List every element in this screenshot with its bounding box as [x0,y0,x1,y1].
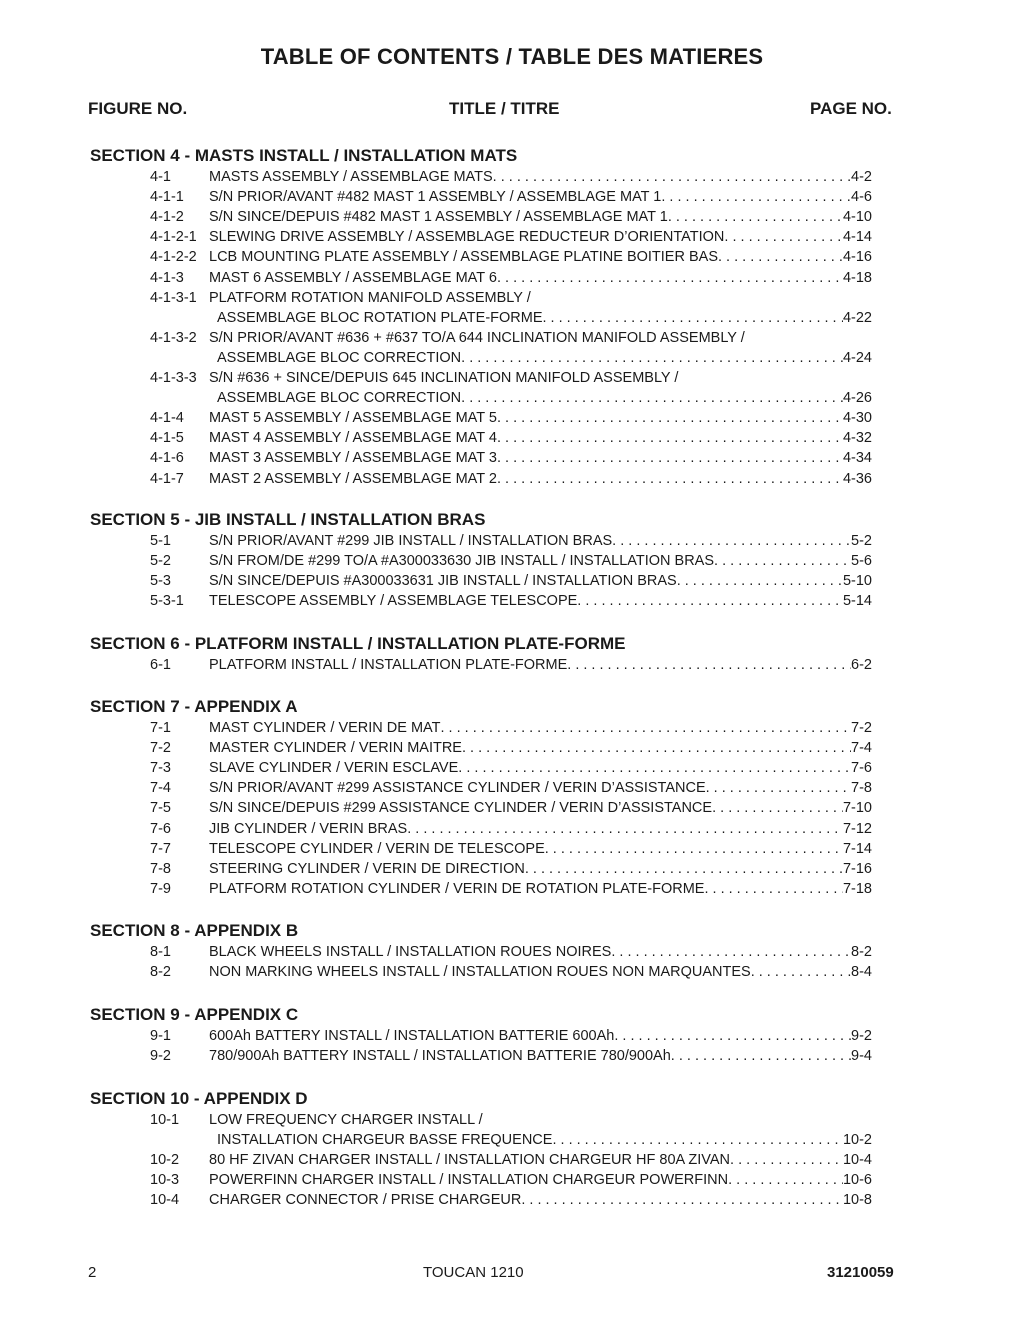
entry-title-line [209,229,872,245]
entry-title-line [217,350,872,366]
entry-title-line [209,270,872,286]
dot-leader [728,1172,843,1188]
figure-number: 7-7 [150,840,171,857]
entry-title-line [209,370,872,386]
entry-title: PLATFORM ROTATION MANIFOLD ASSEMBLY / [209,289,531,306]
figure-number: 4-1-3-2 [150,329,197,346]
entry-title: ASSEMBLAGE BLOC CORRECTION [217,390,462,407]
entry-title-line [209,800,872,816]
entry-title-line [209,430,872,446]
dot-leader [545,841,843,857]
footer-model: TOUCAN 1210 [423,1264,524,1281]
entry-title: CHARGER CONNECTOR / PRISE CHARGEUR [209,1192,522,1209]
entry-title: INSTALLATION CHARGEUR BASSE FREQUENCE [217,1132,553,1149]
section-heading: SECTION 10 - APPENDIX D [90,1089,308,1108]
figure-number: 4-1-4 [150,410,184,427]
entry-page-number: 8-4 [851,964,872,981]
entry-page-number: 5-14 [842,593,872,610]
entry-title: NON MARKING WHEELS INSTALL / INSTALLATION ROUES NON MARQUANTES [209,964,751,981]
section-heading: SECTION 7 - APPENDIX A [90,697,298,716]
entry-title-line [209,553,872,569]
figure-number: 4-1-3-1 [150,289,197,306]
section-heading: SECTION 6 - PLATFORM INSTALL / INSTALLATION PLATE-FORME [90,634,626,653]
dot-leader [668,209,843,225]
figure-number: 4-1-2-1 [150,229,197,246]
entry-title: PLATFORM INSTALL / INSTALLATION PLATE-FORME [209,657,568,673]
entry-title: 780/900Ah BATTERY INSTALL / INSTALLATION BATTERIE 780/900Ah [209,1048,671,1065]
section-heading: SECTION 5 - JIB INSTALL / INSTALLATION BRAS [90,510,486,529]
entry-title: S/N PRIOR/AVANT #299 JIB INSTALL / INSTALLATION BRAS [209,533,613,549]
entry-title: ASSEMBLAGE BLOC ROTATION PLATE-FORME [217,309,543,326]
entry-title: MAST 6 ASSEMBLY / ASSEMBLAGE MAT 6 [209,269,497,286]
entry-title-line [217,310,872,326]
entry-page-number: 7-16 [842,860,872,877]
entry-title: MAST CYLINDER / VERIN DE MAT [209,720,441,736]
entry-page-number: 10-4 [842,1152,872,1169]
entry-title-line [209,471,872,487]
entry-page-number: 5-6 [851,553,872,570]
entry-page-number: 4-2 [851,169,872,185]
entry-page-number: 7-14 [842,840,872,857]
entry-page-number: 10-6 [842,1172,872,1189]
entry-page-number: 4-26 [842,390,872,407]
entry-title: S/N PRIOR/AVANT #636 + #637 TO/A 644 INCLINATION MANIFOLD ASSEMBLY / [209,329,745,346]
entry-title-line [209,1028,872,1044]
figure-number: 5-3-1 [150,593,184,610]
dot-leader [497,471,843,487]
dot-leader [407,821,843,837]
entry-page-number: 5-2 [851,533,872,549]
dot-leader [577,593,843,609]
dot-leader [497,450,843,466]
dot-leader [461,350,843,366]
entry-title-line [209,593,872,609]
entry-title-line [209,780,872,796]
entry-title: ASSEMBLAGE BLOC CORRECTION [217,349,462,366]
entry-title-line [209,189,872,205]
entry-title: BLACK WHEELS INSTALL / INSTALLATION ROUES NOIRES [209,944,612,960]
entry-page-number: 7-4 [851,740,872,757]
entry-title: SLAVE CYLINDER / VERIN ESCLAVE [209,760,459,777]
dot-leader [671,1048,851,1064]
entry-title-line [209,410,872,426]
entry-title: LCB MOUNTING PLATE ASSEMBLY / ASSEMBLAGE PLATINE BOITIER BAS [209,249,718,266]
figure-number: 4-1-2-2 [150,249,197,266]
section-heading: SECTION 9 - APPENDIX C [90,1005,299,1024]
figure-number: 4-1-6 [150,450,184,467]
entry-page-number: 7-12 [842,820,872,837]
dot-leader [497,270,843,286]
figure-number: 5-3 [150,573,171,590]
figure-number: 7-5 [150,800,171,817]
dot-leader [525,861,843,877]
dot-leader [706,780,851,796]
entry-title-line [209,821,872,837]
entry-title: 80 HF ZIVAN CHARGER INSTALL / INSTALLATION CHARGEUR HF 80A ZIVAN [209,1152,731,1169]
entry-title-line [209,330,872,346]
figure-number: 7-9 [150,880,171,897]
dot-leader [712,800,843,816]
entry-title-line [209,841,872,857]
section-heading: SECTION 4 - MASTS INSTALL / INSTALLATION MATS [90,146,518,165]
entry-title: POWERFINN CHARGER INSTALL / INSTALLATION CHARGEUR POWERFINN [209,1172,729,1189]
entry-page-number: 4-14 [842,229,872,246]
entry-title: MASTER CYLINDER / VERIN MAITRE [209,740,462,757]
dot-leader [497,410,843,426]
entry-page-number: 9-2 [851,1028,872,1044]
entry-page-number: 10-8 [842,1192,872,1209]
figure-number: 10-3 [150,1172,180,1189]
dot-leader [567,657,851,673]
figure-number: 8-2 [150,964,171,981]
entry-title: SLEWING DRIVE ASSEMBLY / ASSEMBLAGE REDUCTEUR D’ORIENTATION [209,229,725,246]
figure-number: 10-1 [150,1112,180,1128]
entry-page-number: 9-4 [851,1048,872,1065]
entry-title-line [209,740,872,756]
entry-title: LOW FREQUENCY CHARGER INSTALL / [209,1112,483,1128]
figure-number: 10-2 [150,1152,180,1169]
figure-number: 9-2 [150,1048,171,1065]
figure-number: 10-4 [150,1192,180,1209]
dot-leader [462,740,851,756]
figure-number: 4-1-7 [150,470,184,487]
entry-title: S/N SINCE/DEPUIS #A300033631 JIB INSTALL / INSTALLATION BRAS [209,573,677,590]
figure-number: 7-4 [150,780,171,797]
entry-title-line [209,1152,872,1168]
entry-page-number: 4-30 [842,410,872,427]
entry-page-number: 4-16 [842,249,872,266]
dot-leader [751,964,851,980]
entry-page-number: 8-2 [851,944,872,960]
entry-title: MAST 3 ASSEMBLY / ASSEMBLAGE MAT 3 [209,450,497,467]
column-header-figure: FIGURE NO. [88,99,188,118]
entry-title-line [209,964,872,980]
dot-leader [614,1028,851,1044]
entry-title: S/N PRIOR/AVANT #482 MAST 1 ASSEMBLY / ASSEMBLAGE MAT 1 [209,189,662,206]
entry-page-number: 5-10 [842,573,872,590]
entry-title-line [209,209,872,225]
dot-leader [730,1152,843,1168]
dot-leader [677,573,843,589]
figure-number: 4-1-1 [150,189,184,206]
entry-page-number: 4-32 [842,430,872,447]
entry-title: STEERING CYLINDER / VERIN DE DIRECTION [209,860,525,877]
entry-page-number: 6-2 [851,657,872,673]
dot-leader [718,249,843,265]
entry-page-number: 7-18 [842,880,872,897]
entry-title: TELESCOPE ASSEMBLY / ASSEMBLAGE TELESCOPE [209,593,578,610]
figure-number: 4-1-5 [150,430,184,447]
entry-title: S/N SINCE/DEPUIS #299 ASSISTANCE CYLINDER / VERIN D’ASSISTANCE [209,800,713,817]
entry-title: MAST 4 ASSEMBLY / ASSEMBLAGE MAT 4 [209,430,497,447]
figure-number: 4-1-2 [150,209,184,226]
figure-number: 6-1 [150,657,171,673]
dot-leader [521,1192,843,1208]
entry-page-number: 4-22 [842,309,872,326]
entry-page-number: 4-6 [851,189,872,206]
dot-leader [714,553,851,569]
dot-leader [552,1132,843,1148]
figure-number: 7-8 [150,860,171,877]
entry-title-line [209,1048,872,1064]
entry-title-line [209,944,872,960]
entry-page-number: 4-18 [842,269,872,286]
figure-number: 4-1-3-3 [150,370,197,386]
figure-number: 5-1 [150,533,171,549]
dot-leader [611,944,851,960]
figure-number: 9-1 [150,1028,171,1044]
entry-title: JIB CYLINDER / VERIN BRAS [209,820,408,837]
entry-title: TELESCOPE CYLINDER / VERIN DE TELESCOPE [209,840,545,857]
entry-page-number: 4-34 [842,450,872,467]
figure-number: 7-3 [150,760,171,777]
entry-title: S/N PRIOR/AVANT #299 ASSISTANCE CYLINDER / VERIN D’ASSISTANCE [209,780,706,797]
column-header-title: TITLE / TITRE [449,99,560,118]
column-header-page: PAGE NO. [810,99,892,118]
dot-leader [461,390,843,406]
figure-number: 7-1 [150,720,171,736]
entry-title-line [209,881,872,897]
entry-title-line [209,720,872,736]
entry-title: MAST 5 ASSEMBLY / ASSEMBLAGE MAT 5 [209,410,497,427]
entry-page-number: 4-36 [842,470,872,487]
entry-page-number: 10-2 [842,1132,872,1149]
entry-title: MAST 2 ASSEMBLY / ASSEMBLAGE MAT 2 [209,470,497,487]
dot-leader [543,310,843,326]
entry-title-line [217,1132,872,1148]
entry-title: PLATFORM ROTATION CYLINDER / VERIN DE ROTATION PLATE-FORME [209,880,705,897]
figure-number: 7-2 [150,740,171,757]
dot-leader [704,881,843,897]
section-heading: SECTION 8 - APPENDIX B [90,921,299,940]
entry-title-line [209,290,872,306]
entry-title-line [209,1172,872,1188]
entry-page-number: 4-24 [842,349,872,366]
entry-page-number: 7-2 [851,720,872,736]
footer-page-number: 2 [88,1264,97,1281]
dot-leader [458,760,851,776]
entry-title-line [209,249,872,265]
dot-leader [441,720,852,736]
entry-title-line [209,1112,872,1128]
figure-number: 8-1 [150,944,171,960]
entry-title: MASTS ASSEMBLY / ASSEMBLAGE MATS [209,169,493,185]
entry-title-line [209,573,872,589]
figure-number: 4-1 [150,169,171,185]
figure-number: 7-6 [150,820,171,837]
entry-title-line [217,390,872,406]
entry-page-number: 7-6 [851,760,872,777]
dot-leader [612,533,851,549]
figure-number: 5-2 [150,553,171,570]
entry-title-line [209,533,872,549]
dot-leader [724,229,843,245]
entry-title-line [209,169,872,185]
entry-title-line [209,760,872,776]
entry-title: 600Ah BATTERY INSTALL / INSTALLATION BATTERIE 600Ah [209,1028,615,1044]
entry-page-number: 7-8 [851,780,872,797]
entry-title-line [209,861,872,877]
entry-title-line [209,657,872,673]
entry-page-number: 4-10 [842,209,872,226]
entry-page-number: 7-10 [842,800,872,817]
dot-leader [493,169,851,185]
figure-number: 4-1-3 [150,269,184,286]
footer-doc-number: 31210059 [827,1264,894,1281]
entry-title-line [209,450,872,466]
entry-title: S/N #636 + SINCE/DEPUIS 645 INCLINATION MANIFOLD ASSEMBLY / [209,370,679,386]
entry-title: S/N FROM/DE #299 TO/A #A300033630 JIB INSTALL / INSTALLATION BRAS [209,553,715,570]
dot-leader [497,430,843,446]
entry-title-line [209,1192,872,1208]
dot-leader [661,189,851,205]
page-title: TABLE OF CONTENTS / TABLE DES MATIERES [260,44,764,69]
entry-title: S/N SINCE/DEPUIS #482 MAST 1 ASSEMBLY / ASSEMBLAGE MAT 1 [209,209,668,226]
